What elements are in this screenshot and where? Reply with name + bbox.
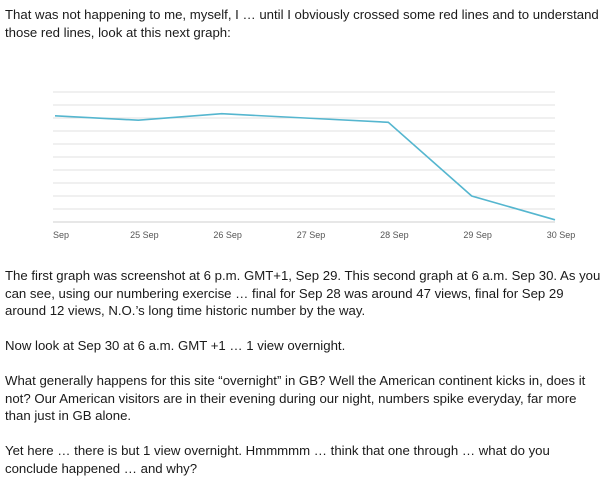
- views-series-line: [55, 114, 555, 220]
- x-tick-label: 26 Sep: [213, 230, 242, 240]
- x-tick-label: 30 Sep: [546, 230, 576, 240]
- views-line-chart: [0, 78, 607, 248]
- first-graph-paragraph: The first graph was screenshot at 6 p.m. GMT+1, Sep 29. This second graph at 6 a.m. Sep 30. As you can see, using our numbering exercise … final for Sep 28 was around 47 views, final for Sep 29 around 12 views, N.O.’s long time historic number by the way.: [5, 268, 601, 318]
- chart-gridlines: [53, 92, 555, 222]
- x-tick-label: 28 Sep: [380, 230, 409, 240]
- intro-paragraph: That was not happening to me, myself, I … until I obviously crossed some red lines and to understand those red lines, look at this next graph:: [5, 7, 599, 40]
- x-tick-label: 29 Sep: [463, 230, 492, 240]
- x-axis-tick-labels: [53, 230, 575, 240]
- x-tick-label: 25 Sep: [130, 230, 159, 240]
- now-look-paragraph: Now look at Sep 30 at 6 a.m. GMT +1 … 1 view overnight.: [5, 338, 346, 353]
- x-tick-label: 27 Sep: [296, 230, 326, 240]
- conclusion-paragraph: Yet here … there is but 1 view overnight. Hmmmmm … think that one through … what do you conclude happened … and why?: [5, 443, 550, 476]
- x-tick-label: Sep: [52, 230, 70, 240]
- overnight-paragraph: What generally happens for this site “overnight” in GB? Well the American continent kicks in, does it not? Our American visitors are in their evening during our night, numbers spike everyday, far more than just in GB alone.: [5, 373, 586, 423]
